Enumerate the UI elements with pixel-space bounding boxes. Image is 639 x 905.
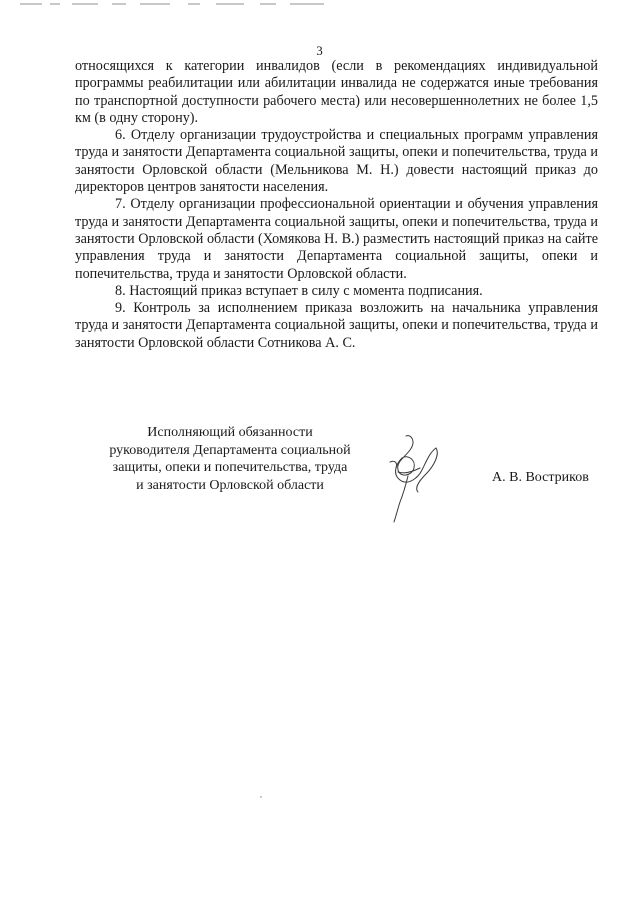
scan-artifact-strip: [20, 3, 340, 7]
signatory-position-line: руководителя Департамента социальной: [109, 442, 351, 458]
signatory-position: [80, 424, 380, 494]
paragraph-item-6: 6. Отделу организации трудоустройства и специальных программ управления труда и занятости Департамента социальной защиты, опеки и попечительства, труда и занятости Орловской области (Мельникова М. Н.) довести настоящий приказ до директоров центров занятости населения.: [75, 127, 598, 196]
paragraph-continuation: относящихся к категории инвалидов (если в рекомендациях индивидуальной программы реабилитации или абилитации инвалида не содержатся иные требования по транспортной доступности рабочего места) или несовершеннолетних не более 1,5 км (в одну сторону).: [75, 58, 598, 126]
paragraph-item-9: 9. Контроль за исполнением приказа возложить на начальника управления труда и занятости Департамента социальной защиты, опеки и попечительства, труда и занятости Орловской области Сотникова А. С.: [75, 300, 598, 351]
paragraph-item-8: 8. Настоящий приказ вступает в силу с момента подписания.: [115, 282, 483, 299]
document-body: [75, 58, 598, 352]
paragraph-item-7: 7. Отделу организации профессиональной ориентации и обучения управления труда и занятости Департамента социальной защиты, опеки и попечительства, труда и занятости Орловской области (Хомякова Н. В.) разместить настоящий приказ на сайте управления труда и занятости Департамента социальной защиты, опеки и попечительства, труда и занятости Орловской области.: [75, 196, 598, 282]
handwritten-signature: [378, 432, 448, 524]
page-number: 3: [316, 43, 323, 58]
signatory-position-line: и занятости Орловской области: [136, 477, 324, 493]
signatory-position-line: защиты, опеки и попечительства, труда: [112, 460, 348, 475]
scan-speck: [260, 796, 262, 798]
signatory-position-line: Исполняющий обязанности: [147, 425, 313, 440]
signatory-name: А. В. Востриков: [492, 470, 589, 485]
